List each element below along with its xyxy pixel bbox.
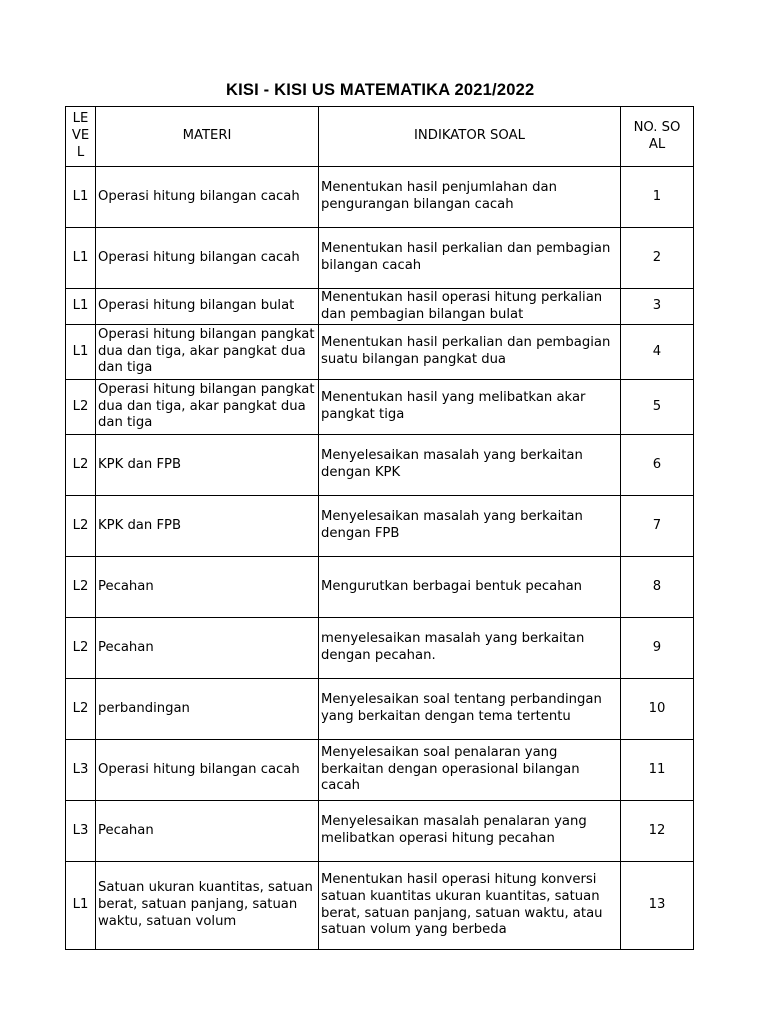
level-cell: L1 xyxy=(66,228,96,289)
level-cell: L1 xyxy=(66,325,96,380)
indikator-cell: Menyelesaikan soal penalaran yang berkaitan dengan operasional bilangan cacah xyxy=(319,740,621,801)
level-cell: L2 xyxy=(66,380,96,435)
no-soal-cell: 1 xyxy=(621,167,694,228)
no-soal-cell: 6 xyxy=(621,435,694,496)
header-row xyxy=(66,107,694,167)
indikator-cell: Menentukan hasil operasi hitung konversi satuan kuantitas ukuran kuantitas, satuan berat, satuan panjang, satuan waktu, atau satuan volum yang berbeda xyxy=(319,862,621,950)
header-indikator: INDIKATOR SOAL xyxy=(319,107,621,167)
indikator-cell: Menentukan hasil perkalian dan pembagian suatu bilangan pangkat dua xyxy=(319,325,621,380)
header-materi: MATERI xyxy=(96,107,319,167)
indikator-cell: Menyelesaikan soal tentang perbandingan yang berkaitan dengan tema tertentu xyxy=(319,679,621,740)
materi-cell: Pecahan xyxy=(96,618,319,679)
level-cell: L2 xyxy=(66,496,96,557)
indikator-cell: Mengurutkan berbagai bentuk pecahan xyxy=(319,557,621,618)
materi-cell: Operasi hitung bilangan bulat xyxy=(96,289,319,325)
materi-cell: Operasi hitung bilangan pangkat dua dan tiga, akar pangkat dua dan tiga xyxy=(96,380,319,435)
table-row xyxy=(66,679,694,740)
indikator-cell: Menyelesaikan masalah yang berkaitan dengan KPK xyxy=(319,435,621,496)
table-row xyxy=(66,862,694,950)
no-soal-cell: 10 xyxy=(621,679,694,740)
table-row xyxy=(66,496,694,557)
materi-cell: KPK dan FPB xyxy=(96,496,319,557)
kisi-table xyxy=(65,106,694,950)
header-no-soal xyxy=(621,107,694,167)
no-soal-cell: 7 xyxy=(621,496,694,557)
document-title: KISI - KISI US MATEMATIKA 2021/2022 xyxy=(226,81,535,99)
no-soal-cell: 9 xyxy=(621,618,694,679)
indikator-cell: Menentukan hasil penjumlahan dan pengurangan bilangan cacah xyxy=(319,167,621,228)
materi-cell: Operasi hitung bilangan cacah xyxy=(96,740,319,801)
materi-cell: Operasi hitung bilangan cacah xyxy=(96,167,319,228)
level-cell: L3 xyxy=(66,801,96,862)
table-row xyxy=(66,618,694,679)
materi-cell: Satuan ukuran kuantitas, satuan berat, satuan panjang, satuan waktu, satuan volum xyxy=(96,862,319,950)
table-row xyxy=(66,435,694,496)
table-row xyxy=(66,801,694,862)
level-cell: L1 xyxy=(66,862,96,950)
header-level xyxy=(66,107,96,167)
indikator-cell: Menyelesaikan masalah penalaran yang melibatkan operasi hitung pecahan xyxy=(319,801,621,862)
level-cell: L2 xyxy=(66,618,96,679)
header-no-soal-line: AL xyxy=(648,136,666,152)
level-cell: L1 xyxy=(66,289,96,325)
materi-cell: Operasi hitung bilangan pangkat dua dan tiga, akar pangkat dua dan tiga xyxy=(96,325,319,380)
table-body xyxy=(66,167,694,950)
table-row xyxy=(66,325,694,380)
no-soal-cell: 12 xyxy=(621,801,694,862)
materi-cell: Pecahan xyxy=(96,557,319,618)
header-level-line: LE xyxy=(72,111,89,127)
indikator-cell: Menentukan hasil yang melibatkan akar pangkat tiga xyxy=(319,380,621,435)
level-cell: L1 xyxy=(66,167,96,228)
table-row xyxy=(66,167,694,228)
materi-cell: KPK dan FPB xyxy=(96,435,319,496)
level-cell: L3 xyxy=(66,740,96,801)
level-cell: L2 xyxy=(66,435,96,496)
no-soal-cell: 8 xyxy=(621,557,694,618)
indikator-cell: menyelesaikan masalah yang berkaitan dengan pecahan. xyxy=(319,618,621,679)
materi-cell: perbandingan xyxy=(96,679,319,740)
header-level-line: L xyxy=(76,144,85,160)
table-row xyxy=(66,228,694,289)
table-row xyxy=(66,289,694,325)
no-soal-cell: 5 xyxy=(621,380,694,435)
indikator-cell: Menyelesaikan masalah yang berkaitan dengan FPB xyxy=(319,496,621,557)
header-no-soal-line: NO. SO xyxy=(633,119,681,135)
table-header xyxy=(66,107,694,167)
indikator-cell: Menentukan hasil perkalian dan pembagian bilangan cacah xyxy=(319,228,621,289)
no-soal-cell: 3 xyxy=(621,289,694,325)
level-cell: L2 xyxy=(66,679,96,740)
level-cell: L2 xyxy=(66,557,96,618)
table-row xyxy=(66,740,694,801)
materi-cell: Operasi hitung bilangan cacah xyxy=(96,228,319,289)
materi-cell: Pecahan xyxy=(96,801,319,862)
table-row xyxy=(66,557,694,618)
no-soal-cell: 13 xyxy=(621,862,694,950)
header-level-line: VE xyxy=(71,128,90,144)
table-row xyxy=(66,380,694,435)
indikator-cell: Menentukan hasil operasi hitung perkalian dan pembagian bilangan bulat xyxy=(319,289,621,325)
no-soal-cell: 2 xyxy=(621,228,694,289)
no-soal-cell: 4 xyxy=(621,325,694,380)
no-soal-cell: 11 xyxy=(621,740,694,801)
